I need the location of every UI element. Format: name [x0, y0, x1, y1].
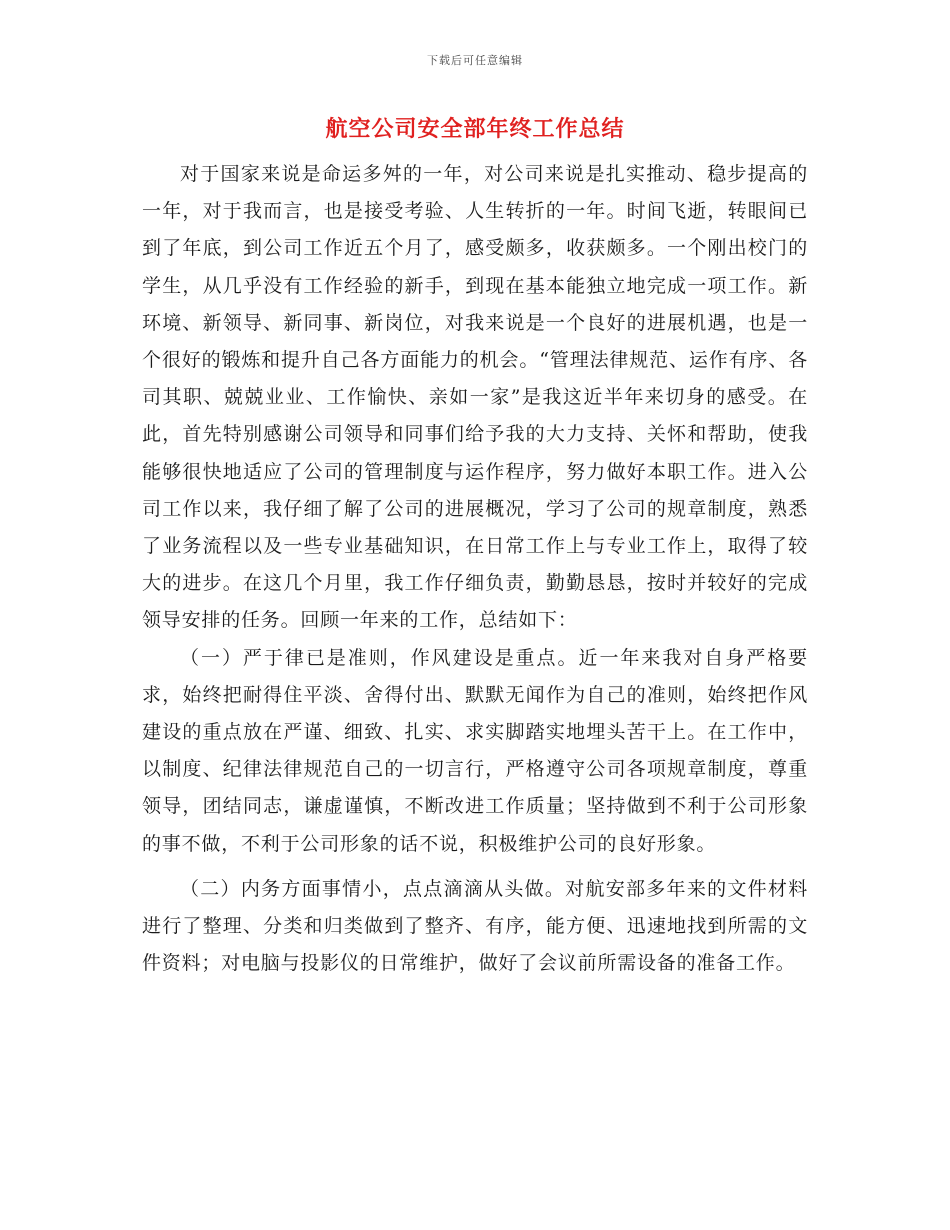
paragraph-intro: 对于国家来说是命运多舛的一年，对公司来说是扎实推动、稳步提高的一年，对于我而言，也是接受考验、人生转折的一年。时间飞逝，转眼间已到了年底，到公司工作近五个月了，感受颇多，收获颇多。一个刚出校门的学生，从几乎没有工作经验的新手，到现在基本能独立地完成一项工作。新环境、新领导、新同事、新岗位，对我来说是一个良好的进展机遇，也是一个很好的锻炼和提升自己各方面能力的机会。“管理法律规范、运作有序、各司其职、兢兢业业、工作愉快、亲如一家”是我这近半年来切身的感受。在此，首先特别感谢公司领导和同事们给予我的大力支持、关怀和帮助，使我能够很快地适应了公司的管理制度与运作程序，努力做好本职工作。进入公司工作以来，我仔细了解了公司的进展概况，学习了公司的规章制度，熟悉了业务流程以及一些专业基础知识，在日常工作上与专业工作上，取得了较大的进步。在这几个月里，我工作仔细负责，勤勤恳恳，按时并较好的完成领导安排的任务。回顾一年来的工作，总结如下：: [142, 163, 808, 632]
paragraph-section-2: （二）内务方面事情小，点点滴滴从头做。对航安部多年来的文件材料进行了整理、分类和归类做到了整齐、有序，能方便、迅速地找到所需的文件资料；对电脑与投影仪的日常维护，做好了会议前所需设备的准备工作。: [142, 877, 808, 975]
document-title: 航空公司安全部年终工作总结: [325, 116, 625, 142]
paragraph-section-1: （一）严于律已是准则，作风建设是重点。近一年来我对自身严格要求，始终把耐得住平淡、舍得付出、默默无闻作为自己的准则，始终把作风建设的重点放在严谨、细致、扎实、求实脚踏实地埋头苦干上。在工作中，以制度、纪律法律规范自己的一切言行，严格遵守公司各项规章制度，尊重领导，团结同志，谦虚谨慎，不断改进工作质量；坚持做到不利于公司形象的事不做，不利于公司形象的话不说，积极维护公司的良好形象。: [142, 646, 808, 855]
document-body: [142, 156, 808, 982]
page-header-note: 下载后可任意编辑: [427, 54, 523, 67]
